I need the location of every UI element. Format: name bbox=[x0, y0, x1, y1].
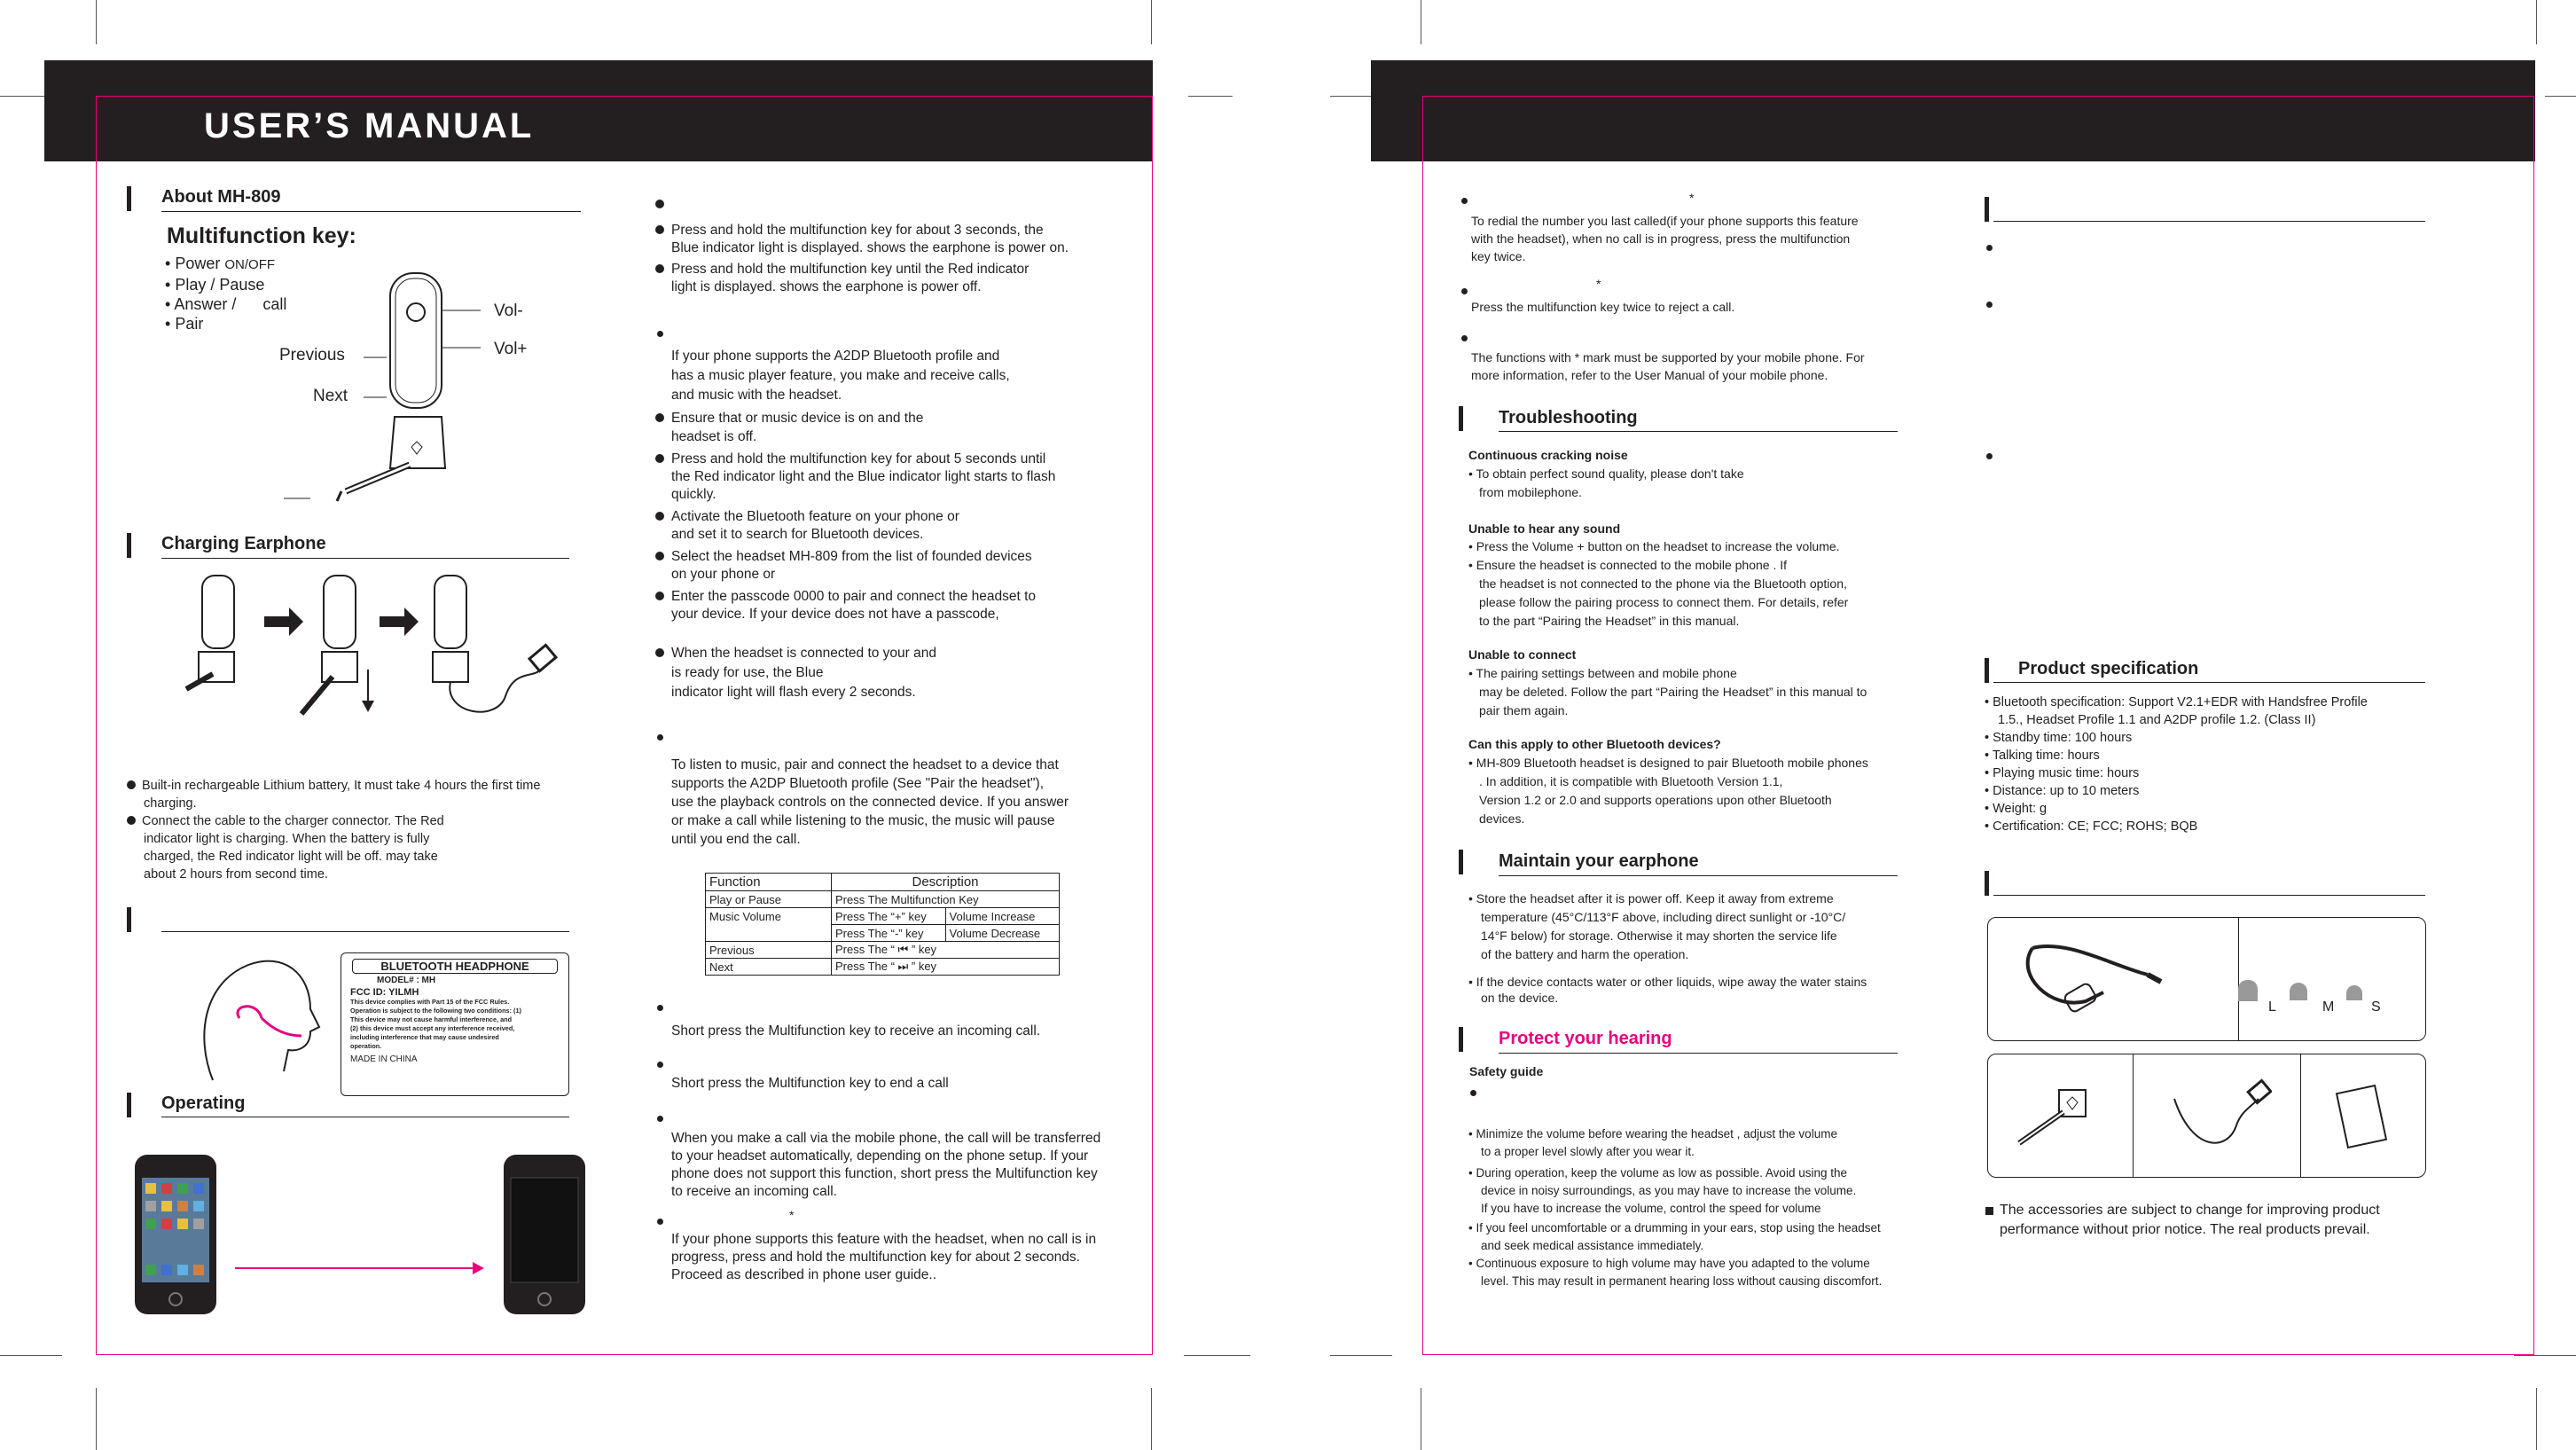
music-line-5: until you end the call. bbox=[671, 832, 801, 847]
connect-2: may be deleted. Follow the part “Pairing the Headset” in this manual to bbox=[1479, 685, 1867, 699]
pair-step-2a: Press and hold the multifunction key for about 5 seconds until bbox=[671, 451, 1046, 466]
pair-step-4a: Select the headset MH-809 from the list of founded devices bbox=[671, 549, 1032, 564]
charging-line-4: indicator light is charging. When the battery is fully bbox=[144, 832, 430, 846]
troubleshooting-heading: Troubleshooting bbox=[1499, 408, 1638, 427]
spec-3: • Standby time: 100 hours bbox=[1985, 731, 2133, 745]
voice-2: progress, press and hold the multifunction key for about 2 seconds. bbox=[671, 1250, 1080, 1265]
phones-illustration bbox=[133, 1153, 594, 1317]
charging-line-1: Built-in rechargeable Lithium battery, It must take 4 hours the first time bbox=[142, 779, 541, 793]
charging-line-2: charging. bbox=[144, 796, 197, 811]
hear-1: • Press the Volume + button on the headset to increase the volume. bbox=[1468, 539, 1840, 553]
music-line-3: use the playback controls on the connected device. If you answer bbox=[671, 795, 1069, 810]
charging-line-3: Connect the cable to the charger connector. The Red bbox=[142, 814, 444, 828]
size-m: M bbox=[2322, 999, 2335, 1015]
voice-1: If your phone supports this feature with the headset, when no call is in bbox=[671, 1232, 1097, 1247]
next-label: Next bbox=[313, 387, 348, 405]
store-2: temperature (45°C/113°F above, including direct sunlight or -10°C/ bbox=[1481, 910, 1846, 924]
pair-step-2b: the Red indicator light and the Blue indicator light starts to flash bbox=[671, 469, 1056, 484]
accessories-note-1: The accessories are subject to change for improving product bbox=[2000, 1203, 2380, 1218]
wearing-illustration bbox=[177, 947, 328, 1089]
size-l: L bbox=[2268, 999, 2276, 1015]
protect-1b: to a proper level slowly after you wear it. bbox=[1481, 1145, 1695, 1158]
function-table: Function Description Play or Pause Press The Multifunction Key Music Volume Press The “+” key Volume Increase Press The “-” key Volume Decrease Previous Press The “ ⏮ ” key Next Press The “ ⏭ ” key bbox=[705, 873, 1060, 976]
other-2: . In addition, it is compatible with Bluetooth Version 1.1, bbox=[1479, 774, 1783, 788]
pair-done-3: indicator light will flash every 2 seconds. bbox=[671, 685, 916, 700]
store-3: 14°F below) for storage. Otherwise it may shorten the service life bbox=[1481, 929, 1837, 943]
spec-2: 1.5., Headset Profile 1.1 and A2DP profile 1.2. (Class II) bbox=[1998, 713, 2316, 727]
accessories-box-2 bbox=[1987, 1054, 2426, 1178]
label-brand: BLUETOOTH HEADPHONE bbox=[352, 959, 558, 974]
spec-8: • Certification: CE; FCC; ROHS; BQB bbox=[1985, 819, 2198, 834]
redial-1: To redial the number you last called(if your phone supports this feature bbox=[1471, 214, 1859, 228]
size-s: S bbox=[2371, 999, 2381, 1015]
spec-5: • Playing music time: hours bbox=[1985, 766, 2140, 780]
hear-4: please follow the pairing process to connect them. For details, refer bbox=[1479, 595, 1849, 609]
noise-1: • To obtain perfect sound quality, please don't take bbox=[1468, 466, 1744, 481]
protect-3b: and seek medical assistance immediately. bbox=[1481, 1239, 1704, 1252]
product-label-card: BLUETOOTH HEADPHONE MODEL# : MH FCC ID: YILMH This device complies with Part 15 of the FCC Rules. Operation is subject to the following two conditions: (1) This device may not cause harmful interference, and (2) this device must accept any interference received, including interference that may cause undesired operation. MADE IN CHINA bbox=[341, 952, 569, 1096]
pair-intro-2: has a music player feature, you make and receive calls, bbox=[671, 368, 1010, 383]
power-off-line-1: Press and hold the multifunction key until the Red indicator bbox=[671, 262, 1030, 277]
protect-4a: • Continuous exposure to high volume may have you adapted to the volume bbox=[1468, 1257, 1870, 1270]
vol-minus-label: Vol- bbox=[494, 302, 523, 320]
pair-done-1: When the headset is connected to your and bbox=[671, 646, 937, 661]
hear-5: to the part “Pairing the Headset” in this manual. bbox=[1479, 614, 1740, 628]
other-3: Version 1.2 or 2.0 and supports operations upon other Bluetooth bbox=[1479, 793, 1832, 807]
charging-line-5: charged, the Red indicator light will be off. may take bbox=[144, 850, 438, 864]
hear-title: Unable to hear any sound bbox=[1468, 521, 1621, 536]
hear-2: • Ensure the headset is connected to the mobile phone . If bbox=[1468, 558, 1788, 572]
redial-3: key twice. bbox=[1471, 249, 1526, 263]
store-1: • Store the headset after it is power off. Keep it away from extreme bbox=[1468, 891, 1834, 905]
pair-step-1b: headset is off. bbox=[671, 429, 757, 444]
music-line-2: supports the A2DP Bluetooth profile (See "Pair the headset"), bbox=[671, 776, 1044, 791]
answer-text: Short press the Multifunction key to receive an incoming call. bbox=[671, 1023, 1041, 1039]
pair-intro-1: If your phone supports the A2DP Bluetooth profile and bbox=[671, 349, 1000, 364]
manual-title: USER’S MANUAL bbox=[204, 106, 535, 145]
spec-7: • Weight: g bbox=[1985, 802, 2047, 816]
label-model: MODEL# : MH bbox=[377, 976, 436, 985]
note-2: more information, refer to the User Manual of your mobile phone. bbox=[1471, 368, 1828, 382]
power-on-line-2: Blue indicator light is displayed. shows the earphone is power on. bbox=[671, 240, 1069, 255]
protect-3a: • If you feel uncomfortable or a drumming in your ears, stop using the headset bbox=[1468, 1221, 1881, 1234]
protect-2b: device in noisy surroundings, as you may have to increase the volume. bbox=[1481, 1184, 1857, 1197]
protect-heading: Protect your hearing bbox=[1499, 1029, 1672, 1048]
other-title: Can this apply to other Bluetooth devices? bbox=[1468, 737, 1721, 751]
spec-1: • Bluetooth specification: Support V2.1+EDR with Handsfree Profile bbox=[1985, 695, 2368, 709]
label-made: MADE IN CHINA bbox=[350, 1054, 418, 1064]
protect-1a: • Minimize the volume before wearing the headset , adjust the volume bbox=[1468, 1127, 1837, 1140]
pair-intro-3: and music with the headset. bbox=[671, 388, 842, 403]
spec-6: • Distance: up to 10 meters bbox=[1985, 784, 2140, 798]
key-list: • Power ON/OFF • Play / Pause • Answer / call • Pair bbox=[165, 255, 287, 333]
transfer-2: to your headset automatically, depending on the phone setup. If your bbox=[671, 1148, 1089, 1164]
label-fcc: FCC ID: YILMH bbox=[350, 987, 419, 998]
operating-heading: Operating bbox=[161, 1093, 246, 1113]
about-heading: About MH-809 bbox=[161, 187, 281, 207]
pair-step-5a: Enter the passcode 0000 to pair and connect the headset to bbox=[671, 589, 1037, 604]
noise-title: Continuous cracking noise bbox=[1468, 448, 1628, 462]
pair-step-1a: Ensure that or music device is on and the bbox=[671, 411, 924, 426]
connect-3: pair them again. bbox=[1479, 703, 1569, 717]
transfer-4: to receive an incoming call. bbox=[671, 1184, 837, 1199]
accessories-note-2: performance without prior notice. The real products prevail. bbox=[2000, 1222, 2370, 1237]
redial-2: with the headset), when no call is in progress, press the multifunction bbox=[1471, 231, 1851, 246]
connect-1: • The pairing settings between and mobile phone bbox=[1468, 666, 1737, 680]
protect-2c: If you have to increase the volume, control the speed for volume bbox=[1481, 1202, 1821, 1215]
pair-step-3b: and set it to search for Bluetooth devices. bbox=[671, 527, 924, 542]
note-1: The functions with * mark must be supported by your mobile phone. For bbox=[1471, 350, 1865, 364]
hear-3: the headset is not connected to the phone via the Bluetooth option, bbox=[1479, 576, 1847, 591]
pair-step-2c: quickly. bbox=[671, 487, 716, 502]
pair-done-2: is ready for use, the Blue bbox=[671, 665, 824, 680]
protect-2a: • During operation, keep the volume as low as possible. Avoid using the bbox=[1468, 1166, 1847, 1180]
music-line-1: To listen to music, pair and connect the headset to a device that bbox=[671, 757, 1059, 772]
charging-illustration bbox=[177, 572, 594, 723]
power-off-line-2: light is displayed. shows the earphone is power off. bbox=[671, 279, 982, 294]
maintain-heading: Maintain your earphone bbox=[1499, 851, 1699, 871]
water-1: • If the device contacts water or other liquids, wipe away the water stains bbox=[1468, 975, 1867, 989]
pair-step-3a: Activate the Bluetooth feature on your phone or bbox=[671, 509, 959, 524]
accessories-box-1 bbox=[1987, 917, 2426, 1041]
pair-step-5b: your device. If your device does not have a passcode, bbox=[671, 607, 999, 622]
music-line-4: or make a call while listening to the music, the music will pause bbox=[671, 813, 1055, 828]
connect-title: Unable to connect bbox=[1468, 647, 1577, 662]
voice-3: Proceed as described in phone user guide.. bbox=[671, 1267, 937, 1282]
reject-text: Press the multifunction key twice to reject a call. bbox=[1471, 300, 1735, 314]
pair-step-4b: on your phone or bbox=[671, 567, 776, 582]
previous-label: Previous bbox=[279, 346, 345, 364]
water-2: on the device. bbox=[1481, 991, 1559, 1005]
power-on-line-1: Press and hold the multifunction key for about 3 seconds, the bbox=[671, 223, 1044, 238]
spec-4: • Talking time: hours bbox=[1985, 749, 2100, 763]
safety-guide: Safety guide bbox=[1469, 1064, 1544, 1078]
multifunction-key-title: Multifunction key: bbox=[167, 223, 356, 248]
charging-heading: Charging Earphone bbox=[161, 534, 326, 553]
transfer-3: phone does not support this function, short press the Multifunction key bbox=[671, 1166, 1098, 1181]
transfer-1: When you make a call via the mobile phone, the call will be transferred bbox=[671, 1131, 1101, 1146]
end-text: Short press the Multifunction key to end a call bbox=[671, 1076, 949, 1091]
other-1: • MH-809 Bluetooth headset is designed to pair Bluetooth mobile phones bbox=[1468, 756, 1868, 770]
protect-4b: level. This may result in permanent hearing loss without causing discomfort. bbox=[1481, 1274, 1883, 1288]
noise-2: from mobilephone. bbox=[1479, 485, 1582, 499]
store-4: of the battery and harm the operation. bbox=[1481, 947, 1689, 961]
other-4: devices. bbox=[1479, 811, 1525, 826]
charging-line-6: about 2 hours from second time. bbox=[144, 867, 328, 882]
vol-plus-label: Vol+ bbox=[494, 340, 528, 358]
spec-heading: Product specification bbox=[2018, 659, 2199, 678]
